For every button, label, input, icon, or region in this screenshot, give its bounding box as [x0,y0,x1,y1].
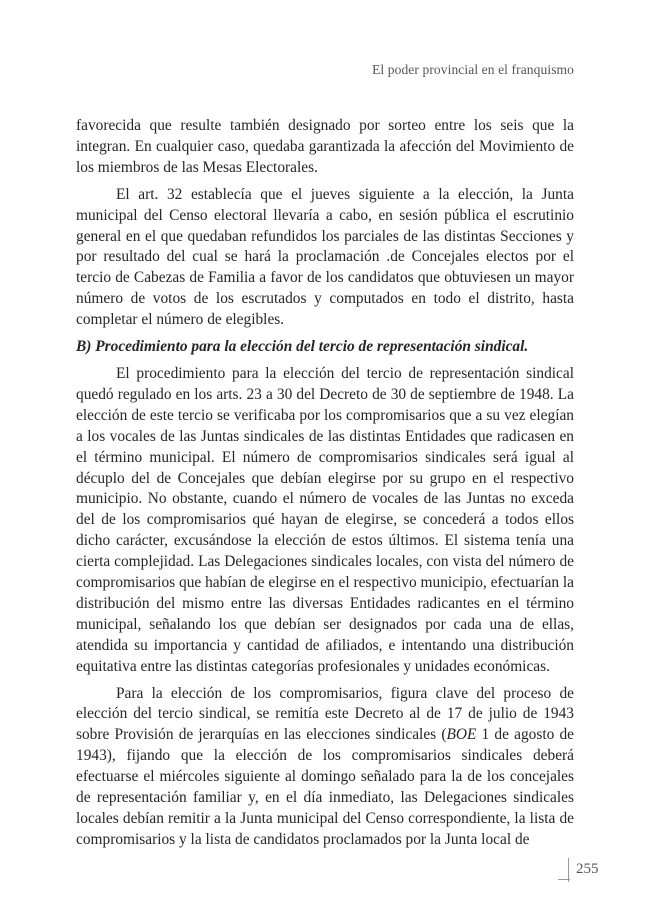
page-number: 255 [576,861,599,877]
running-head: El poder provincial en el franquismo [372,62,574,77]
folio-tick [558,879,570,880]
paragraph-compromisarios-part-a: Para la elección de los compromisarios, figura clave del proceso de elección del tercio sindical, se remitía este Decreto al de 17 de julio de 1943 sobre Provisión de jerarquías en las elecciones sindicales ( [76,684,574,744]
paragraph-compromisarios-part-b: 1 de agosto de 1943), fijando que la elección de los compromisarios sindicales deberá efectuarse el miércoles siguiente al domingo señalado para la de los concejales de representación familiar y, en el día inmediato, las Delegaciones sindicales locales debían remitir a la Junta municipal del Censo correspondiente, la lista de compromisarios y la lista de candidatos proclamados por la Junta local de [76,726,574,848]
boe-abbreviation: BOE [446,726,477,744]
section-subheading: B) Procedimiento para la elección del tercio de representación sindical. [76,338,529,356]
paragraph-art-32: El art. 32 establecía que el jueves siguiente a la elección, la Junta municipal del Censo electoral llevaría a cabo, en sesión pública el escrutinio general en el que quedaban refundidos los parciales de las distintas Secciones y por resultado del cual se hará la proclamación .de Concejales electos por el tercio de Cabezas de Familia a favor de los candidatos que obtuviesen un mayor número de votos de los escrutados y computados en todo el distrito, hasta completar el número de elegibles. [76,185,574,329]
body-text [76,116,574,857]
paragraph-compromisarios [76,684,574,851]
paragraph-procedimiento: El procedimiento para la elección del tercio de representación sindical quedó regulado en los arts. 23 a 30 del Decreto de 30 de septiembre de 1948. La elección de este tercio se verificaba por los compromisarios que a su vez elegían a los vocales de las Juntas sindicales de las distintas Entidades que radicasen en el término municipal. El número de compromisarios sindicales será igual al décuplo del de Concejales que debían elegirse por su grupo en el respectivo municipio. No obstante, cuando el número de vocales de las Juntas no exceda del de los compromisarios qué hayan de elegirse, se concederá a todos ellos dicho carácter, excusándose la elección de estos últimos. El sistema tenía una cierta complejidad. Las Delegaciones sindicales locales, con vista del número de compromisarios que habían de elegirse en el respectivo municipio, efectuarían la distribución del mismo entre las diversas Entidades radicantes en el término municipal, señalando los que debían ser designados por cada una de ellas, atendida su importancia y cantidad de afiliados, e intentando una distribución equitativa entre las distintas categorías profesionales y unidades económicas. [76,364,574,675]
paragraph-continued: favorecida que resulte también designado por sorteo entre los seis que la integran. En cualquier caso, quedaba garantizada la afección del Movimiento de los miembros de las Mesas Electorales. [76,117,574,176]
